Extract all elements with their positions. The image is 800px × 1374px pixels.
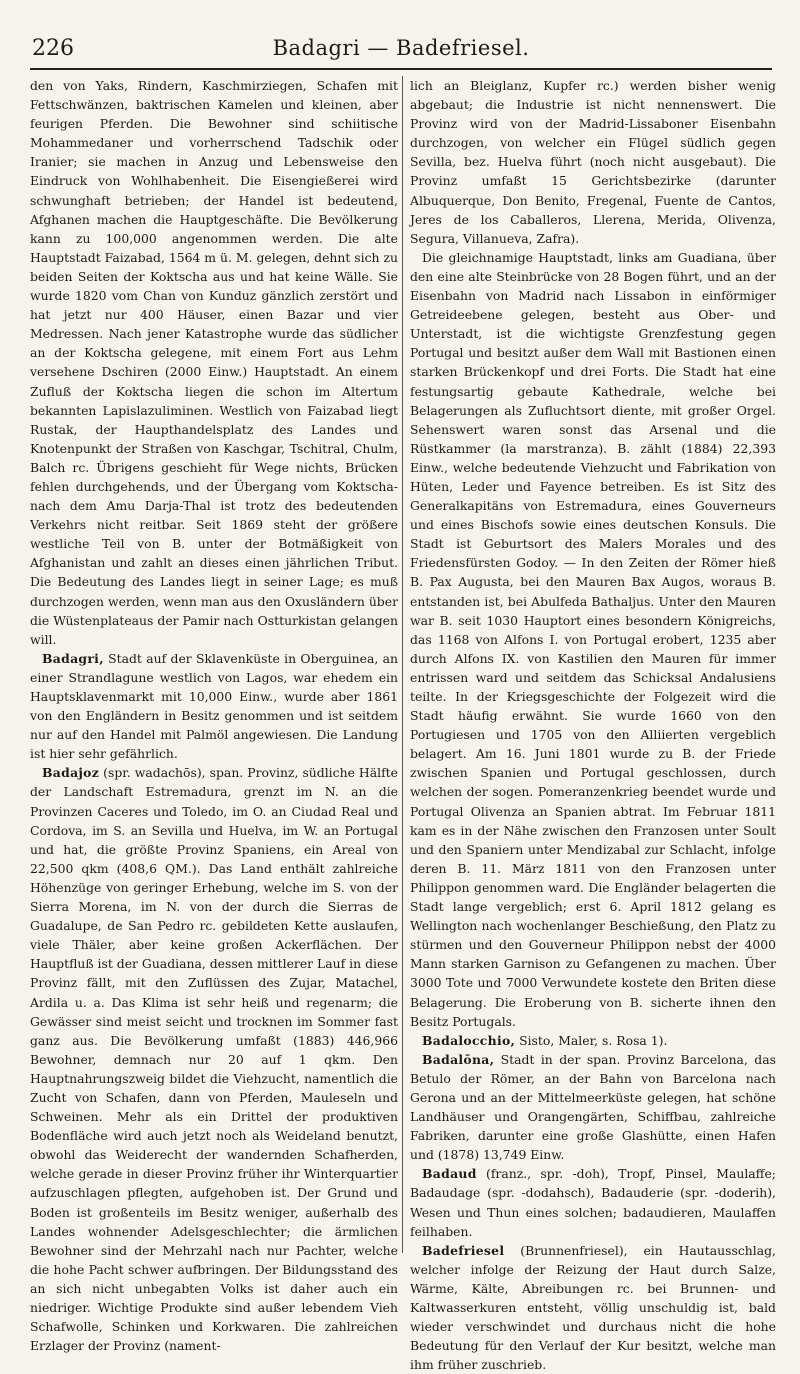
- entry-headword: Badefriesel: [422, 1242, 505, 1258]
- continued-entry-text: lich an Bleiglanz, Kupfer rc.) werden bisher wenig abgebaut; die Industrie ist nicht nennenswert. Die Provinz wird von der Madrid-Lissaboner Eisenbahn durchzogen, von welcher ein Flügel südlich gegen Sevilla, bez. Huelva führt (noch nicht ausgebaut). Die Provinz umfaßt 15 Gerichtsbezirke (darunter Albuquerque, Don Benito, Fregenal, Fuente de Cantos, Jeres de los Caballeros, Llerena, Merida, Olivenza, Segura, Villanueva, Zafra).: [410, 78, 776, 246]
- entry-body: Sisto, Maler, s. Rosa 1).: [519, 1032, 668, 1048]
- entry-badefriesel: [410, 1241, 776, 1374]
- entry-headword: Badaud: [422, 1166, 477, 1182]
- entry-badajoz-city: Die gleichnamige Hauptstadt, links am Guadiana, über den eine alte Steinbrücke von 28 Bogen führt, und an der Eisenbahn von Madrid nach Lissabon in einförmiger Getreideebene gelegen, besteht aus Ober- und Unterstadt, ist die wichtigste Grenzfestung gegen Portugal und besitzt außer dem Wall mit Bastionen einen starken Brückenkopf und drei Forts. Die Stadt hat eine festungsartig gebaute Kathedrale, welche bei Belagerungen als Zufluchtsort diente, mit großer Orgel. Sehenswert waren sonst das Arsenal und die Rüstkammer (la marstranza). B. zählt (1884) 22,393 Einw., welche bedeutende Viehzucht und Fabrikation von Hüten, Leder und Fayence betreiben. Es ist Sitz des Generalkapitäns von Estremadura, eines Gouverneurs und eines Bischofs sowie eines deutschen Konsuls. Die Stadt ist Geburtsort des Malers Morales und des Friedensfürsten Godoy. — In den Zeiten der Römer hieß B. Pax Augusta, bei den Mauren Bax Augos, woraus B. entstanden ist, bei Abulfeda Bathaljus. Unter den Mauren war B. seit 1030 Hauptort eines besondern Königreichs, das 1168 von Alfons I. von Portugal erobert, 1235 aber durch Alfons IX. von Kastilien den Mauren für immer entrissen ward und seitdem das Schicksal Andalusiens teilte. In der Kriegsgeschichte der Folgezeit wird die Stadt häufig erwähnt. Sie wurde 1660 von den Portugiesen und 1705 von den Alliierten vergeblich belagert. Am 16. Juni 1801 wurde zu B. der Friede zwischen Spanien und Portugal geschlossen, durch welchen der sogen. Pomeranzenkrieg beendet wurde und Portugal Olivenza an Spanien abtrat. Im Februar 1811 kam es in der Nähe zwischen den Franzosen unter Soult und den Spaniern unter Mendizabal zur Schlacht, infolge deren B. 11. März 1811 von den Franzosen unter Philippon genommen ward. Die Engländer belagerten die Stadt lange vergeblich; erst 6. April 1812 gelang es Wellington nach wochenlanger Beschießung, den Platz zu stürmen und den Gouverneur Philippon nebst der 4000 Mann starken Garnison zu Gefangenen zu machen. Über 3000 Tote und 7000 Verwundete kostete den Briten diese Belagerung. Die Eroberung von B. sicherte ihnen den Besitz Portugals.: [410, 249, 776, 1029]
- entry-badalona: [410, 1050, 776, 1165]
- entry-body: (franz., spr. -doh), Tropf, Pinsel, Maulaffe; Badaudage (spr. -dodahsch), Badauderie (spr. -doderih), Wesen und Thun eines solchen; badaudieren, Maulaffen feilhaben.: [410, 1166, 776, 1239]
- right-column: [410, 76, 776, 1373]
- entry-body: Stadt in der span. Provinz Barcelona, das Betulo der Römer, an der Bahn von Barcelona nach Gerona und an der Mittelmeerküste gelegen, hat schöne Landhäuser und Orangengärten, Schiffbau, zahlreiche Fabriken, darunter eine große Glashütte, einen Hafen und (1878) 13,749 Einw.: [410, 1051, 776, 1163]
- column-divider: [402, 76, 403, 1253]
- entry-badagri: [30, 649, 398, 764]
- entry-body: (spr. wadachōs), span. Provinz, südliche Hälfte der Landschaft Estremadura, grenzt im N. an die Provinzen Caceres und Toledo, im O. an Ciudad Real und Cordova, im S. an Sevilla und Huelva, im W. an Portugal und hat, die größte Provinz Spaniens, ein Areal von 22,500 qkm (408,6 QM.). Das Land enthält zahlreiche Höhenzüge von geringer Erhebung, welche im S. von der Sierra Morena, im N. von der durch die Sierras de Guadalupe, de San Pedro rc. gebildeten Kette auslaufen, viele Thäler, aber keine großen Ackerflächen. Der Hauptfluß ist der Guadiana, dessen mittlerer Lauf in diese Provinz fällt, mit den Zuflüssen des Zujar, Matachel, Ardila u. a. Das Klima ist sehr heiß und regenarm; die Gewässer sind meist seicht und trocknen im Sommer fast ganz aus. Die Bevölkerung umfaßt (1883) 446,966 Bewohner, demnach nur 20 auf 1 qkm. Den Hauptnahrungszweig bildet die Viehzucht, namentlich die Zucht von Schafen, dann von Pferden, Mauleseln und Schweinen. Mehr als ein Drittel der produktiven Bodenfläche wird auch jetzt noch als Weideland benutzt, obwohl das Weiderecht der wandernden Schafherden, welche gerade in dieser Provinz früher ihr Winterquartier aufzuschlagen pflegten, aufgehoben ist. Der Grund und Boden ist großenteils im Besitz weniger, außerhalb des Landes wohnender Adelsgeschlechter; die ärmlichen Bewohner sind der Mehrzahl nach nur Pachter, welche die hohe Pacht schwer aufbringen. Der Bildungsstand des an sich nicht unbegabten Volks ist daher auch ein niedriger. Wichtige Produkte sind außer lebendem Vieh Schafwolle, Schinken und Korkwaren. Die zahlreichen Erzlager der Provinz (nament-: [30, 765, 398, 1354]
- left-column: [30, 76, 398, 1354]
- entry-headword: Badagri,: [42, 650, 104, 666]
- entry-body: Stadt auf der Sklavenküste in Oberguinea, an einer Strandlagune westlich von Lagos, war ehedem ein Hauptsklavenmarkt mit 10,000 Einw., wurde aber 1861 von den Engländern in Besitz genommen und ist seitdem nur auf den Handel mit Palmöl angewiesen. Die Landung ist hier sehr gefährlich.: [30, 650, 398, 762]
- entry-badajoz: [30, 763, 398, 1355]
- continued-entry-text: den von Yaks, Rindern, Kaschmirziegen, Schafen mit Fettschwänzen, baktrischen Kamelen und kleinen, aber feurigen Pferden. Die Bewohner sind schiitische Mohammedaner und vorherrschend Tadschik oder Iranier; sie machen in Anzug und Lebensweise den Eindruck von Wohlhabenheit. Die Eisengießerei wird schwunghaft betrieben; der Handel ist bedeutend, Afghanen machen die Hauptgeschäfte. Die Bevölkerung kann zu 100,000 angenommen werden. Die alte Hauptstadt Faizabad, 1564 m ü. M. gelegen, dehnt sich zu beiden Seiten der Koktscha aus und hat keine Wälle. Sie wurde 1820 vom Chan von Kunduz gänzlich zerstört und hat jetzt nur 400 Häuser, einen Bazar und vier Medressen. Nach jener Katastrophe wurde das südlicher an der Koktscha gelegene, mit einem Fort aus Lehm versehene Dschiren (2000 Einw.) Hauptstadt. An einem Zufluß der Koktscha liegen die schon im Altertum bekannten Lapislazuliminen. Westlich von Faizabad liegt Rustak, der Haupthandelsplatz des Landes und Knotenpunkt der Straßen von Kaschgar, Tschitral, Chulm, Balch rc. Übrigens geschieht für Wege nichts, Brücken fehlen durchgehends, und der Übergang vom Koktscha- nach dem Amu Darja-Thal ist trotz des bedeutenden Verkehrs nicht reitbar. Seit 1869 steht der größere westliche Teil von B. unter der Botmäßigkeit von Afghanistan und zahlt an dieses einen jährlichen Tribut. Die Bedeutung des Landes liegt in seiner Lage; es muß durchzogen werden, wenn man aus den Oxusländern über die Wüstenplateaus der Pamir nach Ostturkistan gelangen will.: [30, 78, 398, 647]
- entry-headword: Badalōna,: [422, 1051, 495, 1067]
- page-header: [30, 28, 772, 70]
- page-number: 226: [32, 36, 74, 61]
- entry-headword: Badalocchio,: [422, 1032, 516, 1048]
- entry-headword: Badajoz: [42, 765, 100, 781]
- entry-body: (Brunnenfriesel), ein Hautausschlag, welcher infolge der Reizung der Haut durch Salze, Wärme, Kälte, Abreibungen rc. bei Brunnen- und Kaltwasserkuren entsteht, völlig unschuldig ist, bald wieder verschwindet und durchaus nicht die hohe Bedeutung für den Verlauf der Kur besitzt, welche man ihm früher zuschrieb.: [410, 1242, 776, 1373]
- entry-badalocchio: [410, 1031, 776, 1050]
- entry-badaud: [410, 1164, 776, 1240]
- running-title: Badagri — Badefriesel.: [272, 36, 530, 60]
